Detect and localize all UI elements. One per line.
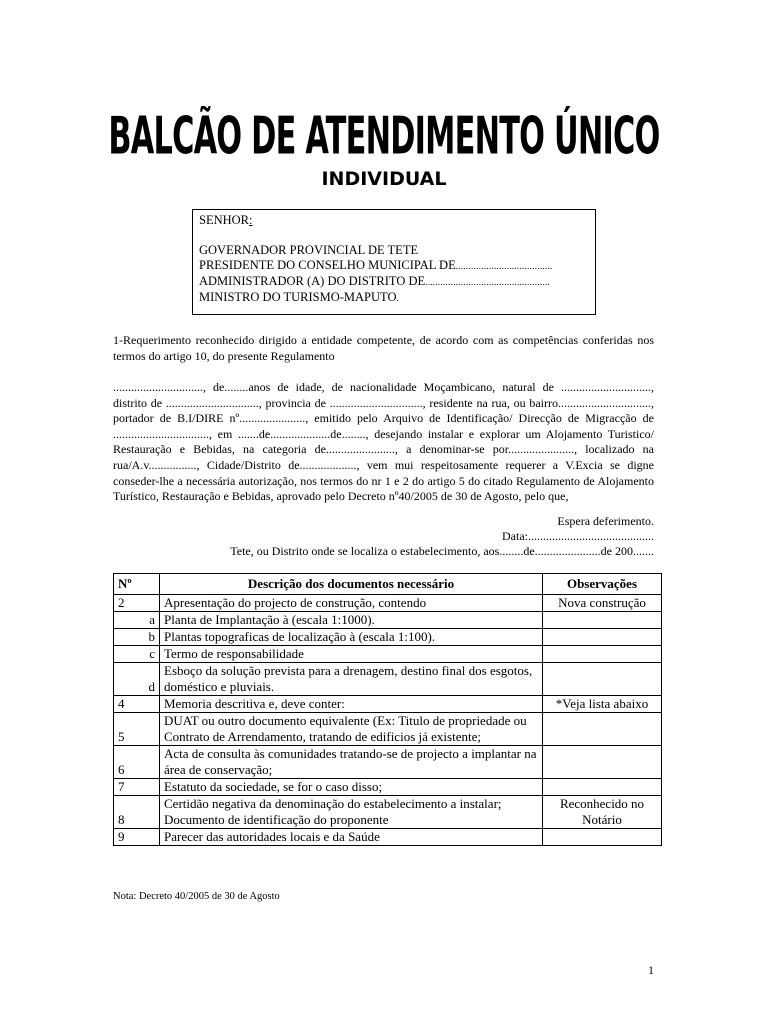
header-description: Descrição dos documentos necessário bbox=[160, 574, 543, 595]
row-observation bbox=[543, 779, 662, 796]
row-description: Estatuto da sociedade, se for o caso disso; bbox=[160, 779, 543, 796]
blank-line bbox=[199, 228, 589, 243]
addressee-text: GOVERNADOR PROVINCIAL DE TETE bbox=[199, 243, 419, 257]
row-number: 9 bbox=[114, 829, 160, 846]
addressee-text: PRESIDENTE DO CONSELHO MUNICIPAL DE bbox=[199, 258, 456, 272]
row-number: a bbox=[114, 612, 160, 629]
row-observation: Reconhecido no Notário bbox=[543, 796, 662, 829]
row-number: c bbox=[114, 646, 160, 663]
espera-deferimento: Espera deferimento. bbox=[557, 514, 654, 528]
row-observation: Nova construção bbox=[543, 595, 662, 612]
salutation bbox=[199, 213, 589, 228]
documents-table bbox=[113, 573, 662, 846]
row-number: b bbox=[114, 629, 160, 646]
row-observation bbox=[543, 746, 662, 779]
row-observation bbox=[543, 646, 662, 663]
row-observation bbox=[543, 829, 662, 846]
document-title: BALCÃO DE ATENDIMENTO ÚNICO bbox=[108, 106, 660, 166]
page-number: 1 bbox=[648, 963, 654, 977]
salutation-colon: : bbox=[249, 213, 253, 227]
fill-dots: ...................................... bbox=[455, 261, 553, 271]
header-num: Nº bbox=[114, 574, 160, 595]
fill-dots: . bbox=[396, 293, 400, 303]
row-observation bbox=[543, 713, 662, 746]
footnote: Nota: Decreto 40/2005 de 30 de Agosto bbox=[113, 891, 280, 902]
row-observation bbox=[543, 612, 662, 629]
fill-dots: ................................................. bbox=[425, 277, 551, 287]
intro-paragraph: 1-Requerimento reconhecido dirigido a entidade competente, de acordo com as competências conferidas nos termos do artigo 10, do presente Regulamento bbox=[113, 333, 654, 363]
location-date-line: Tete, ou Distrito onde se localiza o estabelecimento, aos........de......................de 200....... bbox=[230, 544, 654, 558]
salutation-text: SENHOR bbox=[199, 213, 250, 227]
table-row bbox=[114, 646, 662, 663]
row-observation bbox=[543, 629, 662, 646]
table-row bbox=[114, 713, 662, 746]
row-description: Acta de consulta às comunidades tratando-se de projecto a implantar na área de conservação; bbox=[160, 746, 543, 779]
table-row bbox=[114, 829, 662, 846]
addressee-line bbox=[199, 243, 589, 258]
table-row bbox=[114, 595, 662, 612]
row-description: Plantas topograficas de localização à (escala 1:100). bbox=[160, 629, 543, 646]
date-field: Data:.......................................... bbox=[502, 529, 654, 543]
row-number: d bbox=[114, 663, 160, 696]
header-observations: Observações bbox=[543, 574, 662, 595]
row-number: 2 bbox=[114, 595, 160, 612]
row-number: 6 bbox=[114, 746, 160, 779]
row-number: 5 bbox=[114, 713, 160, 746]
row-description: Parecer das autoridades locais e da Saúde bbox=[160, 829, 543, 846]
addressee-line bbox=[199, 290, 589, 306]
table-row bbox=[114, 696, 662, 713]
addressee-line bbox=[199, 258, 589, 274]
row-description: Planta de Implantação à (escala 1:1000). bbox=[160, 612, 543, 629]
row-description: Esboço da solução prevista para a drenagem, destino final dos esgotos, doméstico e pluviais. bbox=[160, 663, 543, 696]
row-description: Certidão negativa da denominação do estabelecimento a instalar; Documento de identificação do proponente bbox=[160, 796, 543, 829]
row-description: Termo de responsabilidade bbox=[160, 646, 543, 663]
table-header-row bbox=[114, 574, 662, 595]
addressee-box bbox=[192, 209, 596, 315]
table-row bbox=[114, 779, 662, 796]
document-subtitle: INDIVIDUAL bbox=[321, 168, 447, 190]
row-number: 8 bbox=[114, 796, 160, 829]
table-row bbox=[114, 612, 662, 629]
table-row bbox=[114, 746, 662, 779]
table-row bbox=[114, 796, 662, 829]
table-row bbox=[114, 663, 662, 696]
row-number: 7 bbox=[114, 779, 160, 796]
addressee-text: MINISTRO DO TURISMO-MAPUTO bbox=[199, 290, 397, 304]
row-observation bbox=[543, 663, 662, 696]
row-description: Apresentação do projecto de construção, contendo bbox=[160, 595, 543, 612]
addressee-text: ADMINISTRADOR (A) DO DISTRITO DE bbox=[199, 274, 426, 288]
row-description: DUAT ou outro documento equivalente (Ex: Titulo de propriedade ou Contrato de Arrendamento, tratando de edificios já existente; bbox=[160, 713, 543, 746]
request-body-paragraph: .............................., de........anos de idade, de nacionalidade Moçambicano, natural de .............................., distrito de ..............................., provincia de ..............................., residente na rua, ou bairro..............................., portador de B.I/DIRE nº......................, emitido pelo Arquivo de Identificação/ Direcção de Migracção de ................................, em .......de....................de........, desejando instalar e explorar um Alojamento Turistico/ Restauração e Bebidas, na categoria de......................., a denominar-se por......................, localizado na rua/A.v................, Cidade/Distrito de..................., vem mui respeitosamente requerer a V.Excia se digne conseder-lhe a necessária autorização, nos termos do nr 1 e 2 do artigo 5 do citado Regulamento de Alojamento Turístico, Restauração e Bebidas, aprovado pelo Decreto nº40/2005 de 30 de Agosto, pelo que, bbox=[113, 380, 654, 504]
row-number: 4 bbox=[114, 696, 160, 713]
addressee-line bbox=[199, 274, 589, 290]
row-description: Memoria descritiva e, deve conter: bbox=[160, 696, 543, 713]
row-observation: *Veja lista abaixo bbox=[543, 696, 662, 713]
table-row bbox=[114, 629, 662, 646]
